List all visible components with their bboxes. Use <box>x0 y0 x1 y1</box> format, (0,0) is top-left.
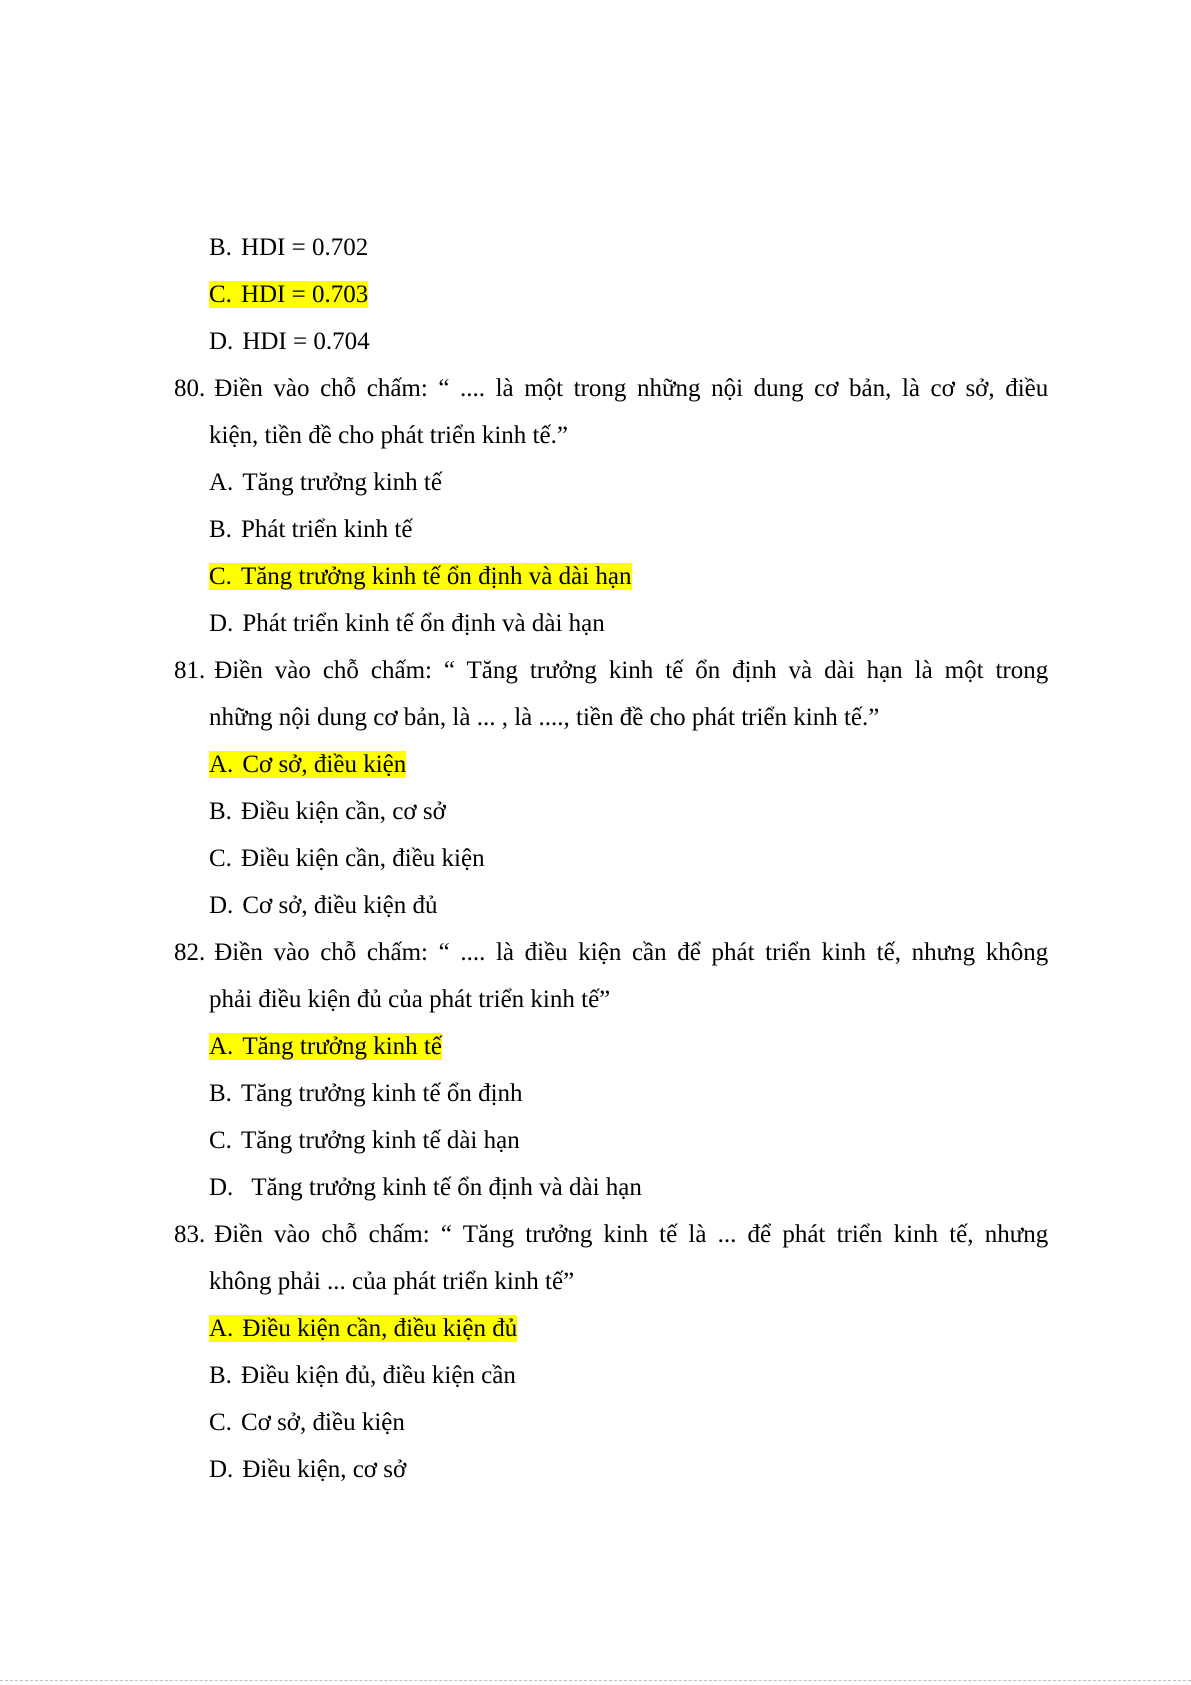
q80-stem-line1 <box>174 374 1048 404</box>
question-text: kiện, tiền đề cho phát triển kinh tế.” <box>209 422 568 449</box>
question-number: 83. <box>174 1221 206 1248</box>
q83-option-c <box>209 1408 405 1438</box>
q80-stem-line2 <box>209 421 568 451</box>
option-label: D. <box>209 1456 234 1483</box>
option-text: Điều kiện đủ, điều kiện cần <box>240 1362 516 1389</box>
option-text: Phát triển kinh tế <box>240 516 413 543</box>
q82-option-b <box>209 1079 523 1109</box>
option-label: C. <box>209 1409 232 1436</box>
question-text: những nội dung cơ bản, là ... , là ...., tiền đề cho phát triển kinh tế.” <box>209 704 880 731</box>
option-label: A. <box>209 1033 234 1060</box>
question-number: 80. <box>174 375 206 402</box>
option-text: Điều kiện, cơ sở <box>242 1456 407 1483</box>
q80-option-b <box>209 515 412 545</box>
option-label: C. <box>209 281 232 308</box>
option-text: Tăng trưởng kinh tế <box>242 469 442 496</box>
question-number: 81. <box>174 657 206 684</box>
q81-option-a <box>209 750 406 780</box>
option-label: D. <box>209 1174 234 1201</box>
option-label: B. <box>209 516 232 543</box>
option-text: Tăng trưởng kinh tế ổn định và dài hạn <box>251 1174 642 1201</box>
q80-option-c <box>209 562 632 592</box>
option-text: Tăng trưởng kinh tế <box>242 1033 442 1060</box>
q82-option-c <box>209 1126 520 1156</box>
q82-stem-line2 <box>209 985 610 1015</box>
q82-stem-line1 <box>174 938 1048 968</box>
q82-option-d <box>209 1173 642 1203</box>
question-text: không phải ... của phát triển kinh tế” <box>209 1268 575 1295</box>
option-text: Cơ sở, điều kiện <box>242 751 407 778</box>
question-number: 82. <box>174 939 206 966</box>
option-label: C. <box>209 1127 232 1154</box>
option-text: Điều kiện cần, điều kiện đủ <box>242 1315 518 1342</box>
option-label: D. <box>209 610 234 637</box>
q81-option-c <box>209 844 485 874</box>
option-label: B. <box>209 1362 232 1389</box>
option-label: D. <box>209 892 234 919</box>
page-bottom-rule <box>0 1680 1191 1681</box>
q83-option-b <box>209 1361 516 1391</box>
option-label: B. <box>209 1080 232 1107</box>
option-text: Phát triển kinh tế ổn định và dài hạn <box>242 610 605 637</box>
q79-option-b <box>209 233 368 263</box>
option-label: C. <box>209 845 232 872</box>
q81-stem-line1 <box>174 656 1048 686</box>
option-label: A. <box>209 469 234 496</box>
option-text: Điều kiện cần, cơ sở <box>240 798 446 825</box>
option-label: D. <box>209 328 234 355</box>
q81-option-d <box>209 891 438 921</box>
q83-stem-line1 <box>174 1220 1048 1250</box>
option-text: HDI = 0.704 <box>242 328 370 355</box>
q81-stem-line2 <box>209 703 879 733</box>
q83-stem-line2 <box>209 1267 574 1297</box>
question-text: Điền vào chỗ chấm: “ Tăng trưởng kinh tế ổn định và dài hạn là một trong <box>214 657 1049 684</box>
q83-option-d <box>209 1455 406 1485</box>
option-text: Tăng trưởng kinh tế ổn định <box>240 1080 523 1107</box>
q80-option-d <box>209 609 605 639</box>
option-label: B. <box>209 234 232 261</box>
option-text: Điều kiện cần, điều kiện <box>240 845 485 872</box>
option-label: A. <box>209 751 234 778</box>
option-text: HDI = 0.702 <box>240 234 369 261</box>
option-text: Cơ sở, điều kiện <box>240 1409 405 1436</box>
q81-option-b <box>209 797 446 827</box>
q83-option-a <box>209 1314 517 1344</box>
option-text: Tăng trưởng kinh tế ổn định và dài hạn <box>240 563 632 590</box>
option-label: A. <box>209 1315 234 1342</box>
option-text: Cơ sở, điều kiện đủ <box>242 892 438 919</box>
q80-option-a <box>209 468 442 498</box>
q79-option-d <box>209 327 370 357</box>
q82-option-a <box>209 1032 442 1062</box>
question-text: Điền vào chỗ chấm: “ Tăng trưởng kinh tế là ... để phát triển kinh tế, nhưng <box>214 1221 1049 1248</box>
question-text: Điền vào chỗ chấm: “ .... là điều kiện cần để phát triển kinh tế, nhưng không <box>214 939 1049 966</box>
q79-option-c <box>209 280 368 310</box>
option-text: HDI = 0.703 <box>240 281 369 308</box>
question-text: Điền vào chỗ chấm: “ .... là một trong những nội dung cơ bản, là cơ sở, điều <box>214 375 1049 402</box>
option-label: B. <box>209 798 232 825</box>
question-text: phải điều kiện đủ của phát triển kinh tế” <box>209 986 611 1013</box>
option-text: Tăng trưởng kinh tế dài hạn <box>240 1127 520 1154</box>
option-label: C. <box>209 563 232 590</box>
